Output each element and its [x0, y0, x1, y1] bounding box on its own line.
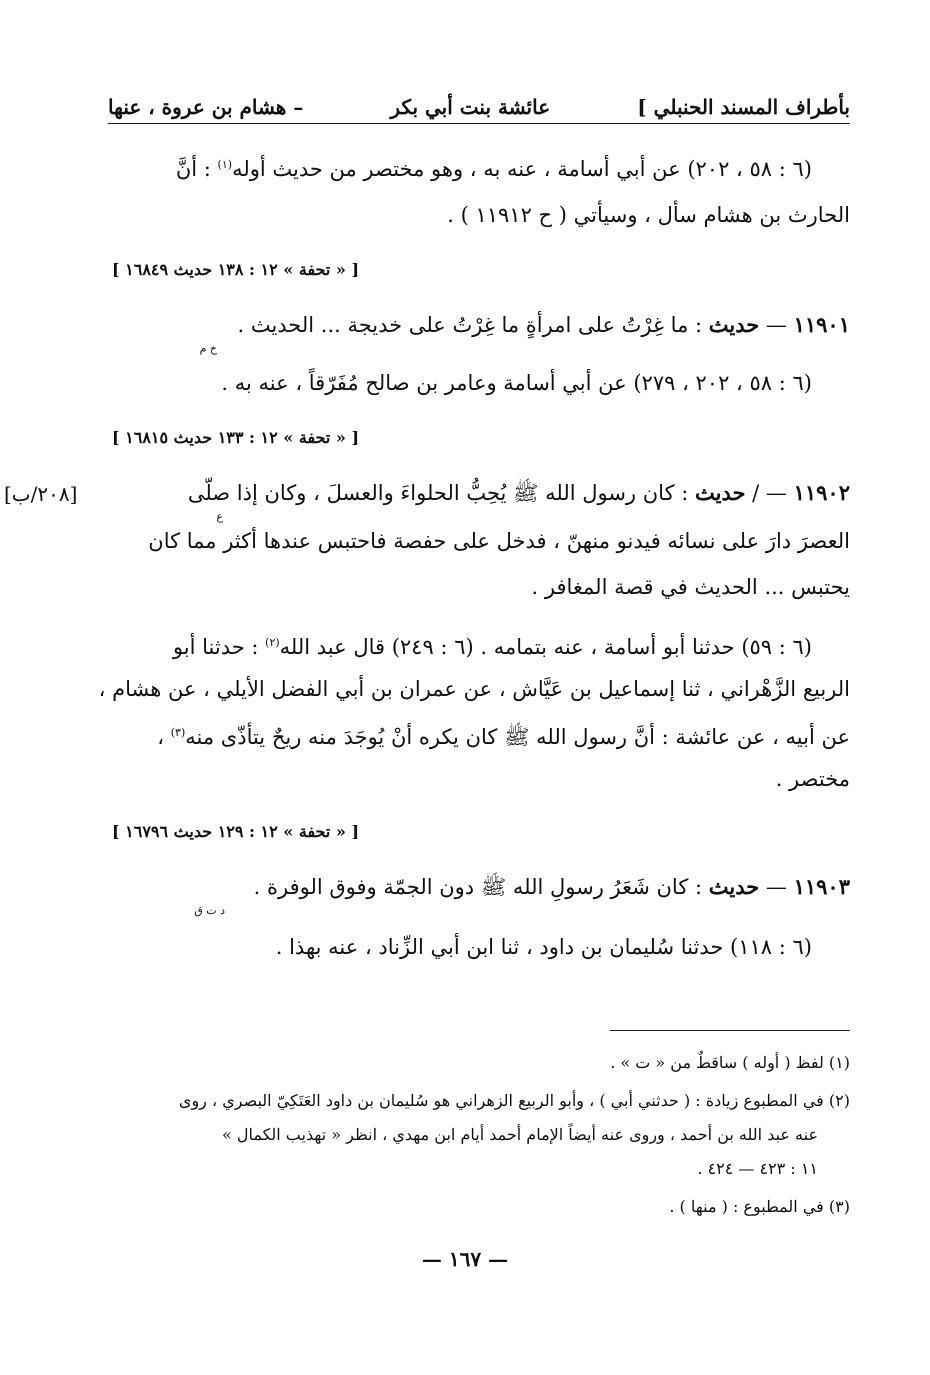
footnote-1: (١) لفظ ( أوله ) ساقطٌ من « ت » .: [610, 1053, 850, 1072]
footnote-2: (٢) في المطبوع زيادة : ( حدثني أبي ) ، وأبو الربيع الزهراني هو سُليمان بن داود العَتَكِيّ البصري ، روى: [178, 1091, 850, 1110]
tuhfa-ref: [ « تحفة » ١٢ : ١٣٨ حديث ١٦٨٤٩ ]: [112, 260, 360, 279]
hadith-number: ١١٩٠١: [793, 312, 850, 337]
source-line: مختصر .: [775, 767, 850, 791]
source-line: الربيع الزَّهْراني ، ثنا إسماعيل بن عَيَّاش ، عن عمران بن أبي الفضل الأيلي ، عن هشام ،: [98, 677, 850, 701]
margin-folio-ref: [٢٠٨/ب]: [4, 482, 78, 506]
page-number: — ١٦٧ —: [421, 1247, 509, 1271]
sigla: د ت ق: [194, 904, 225, 917]
source-line: (٦ : ٥٨ ، ٢٠٢ ، ٢٧٩) عن أبي أسامة وعامر بن صالح مُفَرّقاً ، عنه به .: [221, 371, 812, 395]
footnote-mark: (١): [217, 158, 233, 171]
sigla: خ م: [199, 342, 217, 355]
footnote-divider: [610, 1030, 850, 1031]
footnote-2-cont: عنه عبد الله بن أحمد ، وروى عنه أيضاً الإمام أحمد أيام ابن مهدي ، انظر « تهذيب الكمال »: [221, 1125, 818, 1144]
hadith-number: ١١٩٠٢: [793, 480, 850, 505]
hadith-11901: ١١٩٠١ — حديث : ما غِرْتُ على امرأةٍ ما غِرْتُ على خديجة ... الحديث .: [237, 312, 850, 337]
header-left: – هشام بن عروة ، عنها: [108, 95, 304, 119]
footnote-3: (٣) في المطبوع : ( منها ) .: [669, 1197, 850, 1216]
prev-line-1: (٦ : ٥٨ ، ٢٠٢) عن أبي أسامة ، عنه به ، وهو مختصر من حديث أوله$^{(١)}$ : أنَّ: [175, 157, 812, 181]
hadith-label: حديث: [708, 312, 760, 337]
hadith-text-line: العصرَ دارَ على نسائه فيدنو منهنّ ، فدخل على حفصة فاحتبس عندها أكثر مما كان: [148, 529, 850, 553]
hadith-11903: ١١٩٠٣ — حديث : كان شَعَرُ رسولِ الله ﷺ دون الجمّة وفوق الوفرة .: [253, 874, 850, 899]
source-line: (٦ : ١١٨) حدثنا سُليمان بن داود ، ثنا ابن أبي الزِّناد ، عنه بهذا .: [275, 935, 812, 959]
footnote-2-cont: ١١ : ٤٢٣ — ٤٢٤ .: [697, 1159, 818, 1178]
hadith-label: حديث: [695, 480, 746, 505]
hadith-label: حديث: [708, 874, 760, 899]
prev-line-2: الحارث بن هشام سأل ، وسيأتي ( ح ١١٩١٢ ) .: [447, 203, 850, 227]
source-line: عن أبيه ، عن عائشة : أنَّ رسول الله ﷺ كان يكره أنْ يُوجَدَ منه ريحٌ يتأذّى منه$^{(٣)}$ ،: [157, 725, 850, 749]
footnote-mark: (٢): [265, 636, 280, 649]
footnote-mark: (٣): [170, 726, 186, 739]
header-center: عائشة بنت أبي بكر: [390, 95, 551, 119]
hadith-text-line: يحتبس ... الحديث في قصة المغافر .: [531, 575, 850, 599]
sigla: ع: [216, 510, 223, 523]
tuhfa-ref: [ « تحفة » ١٢ : ١٣٣ حديث ١٦٨١٥ ]: [112, 428, 360, 447]
source-line: (٦ : ٥٩) حدثنا أبو أسامة ، عنه بتمامه . (٦ : ٢٤٩) قال عبد الله$^{(٢)}$ : حدثنا أبو: [172, 635, 812, 659]
hadith-number: ١١٩٠٣: [793, 874, 850, 899]
hadith-11902: ١١٩٠٢ — / حديث : كان رسول الله ﷺ يُحِبُّ الحلواءَ والعسلَ ، وكان إذا صلّى: [187, 480, 850, 505]
header-right: بأطراف المسند الحنبلي ]: [637, 95, 850, 119]
tuhfa-ref: [ « تحفة » ١٢ : ١٢٩ حديث ١٦٧٩٦ ]: [112, 822, 360, 841]
running-header: [108, 88, 850, 124]
